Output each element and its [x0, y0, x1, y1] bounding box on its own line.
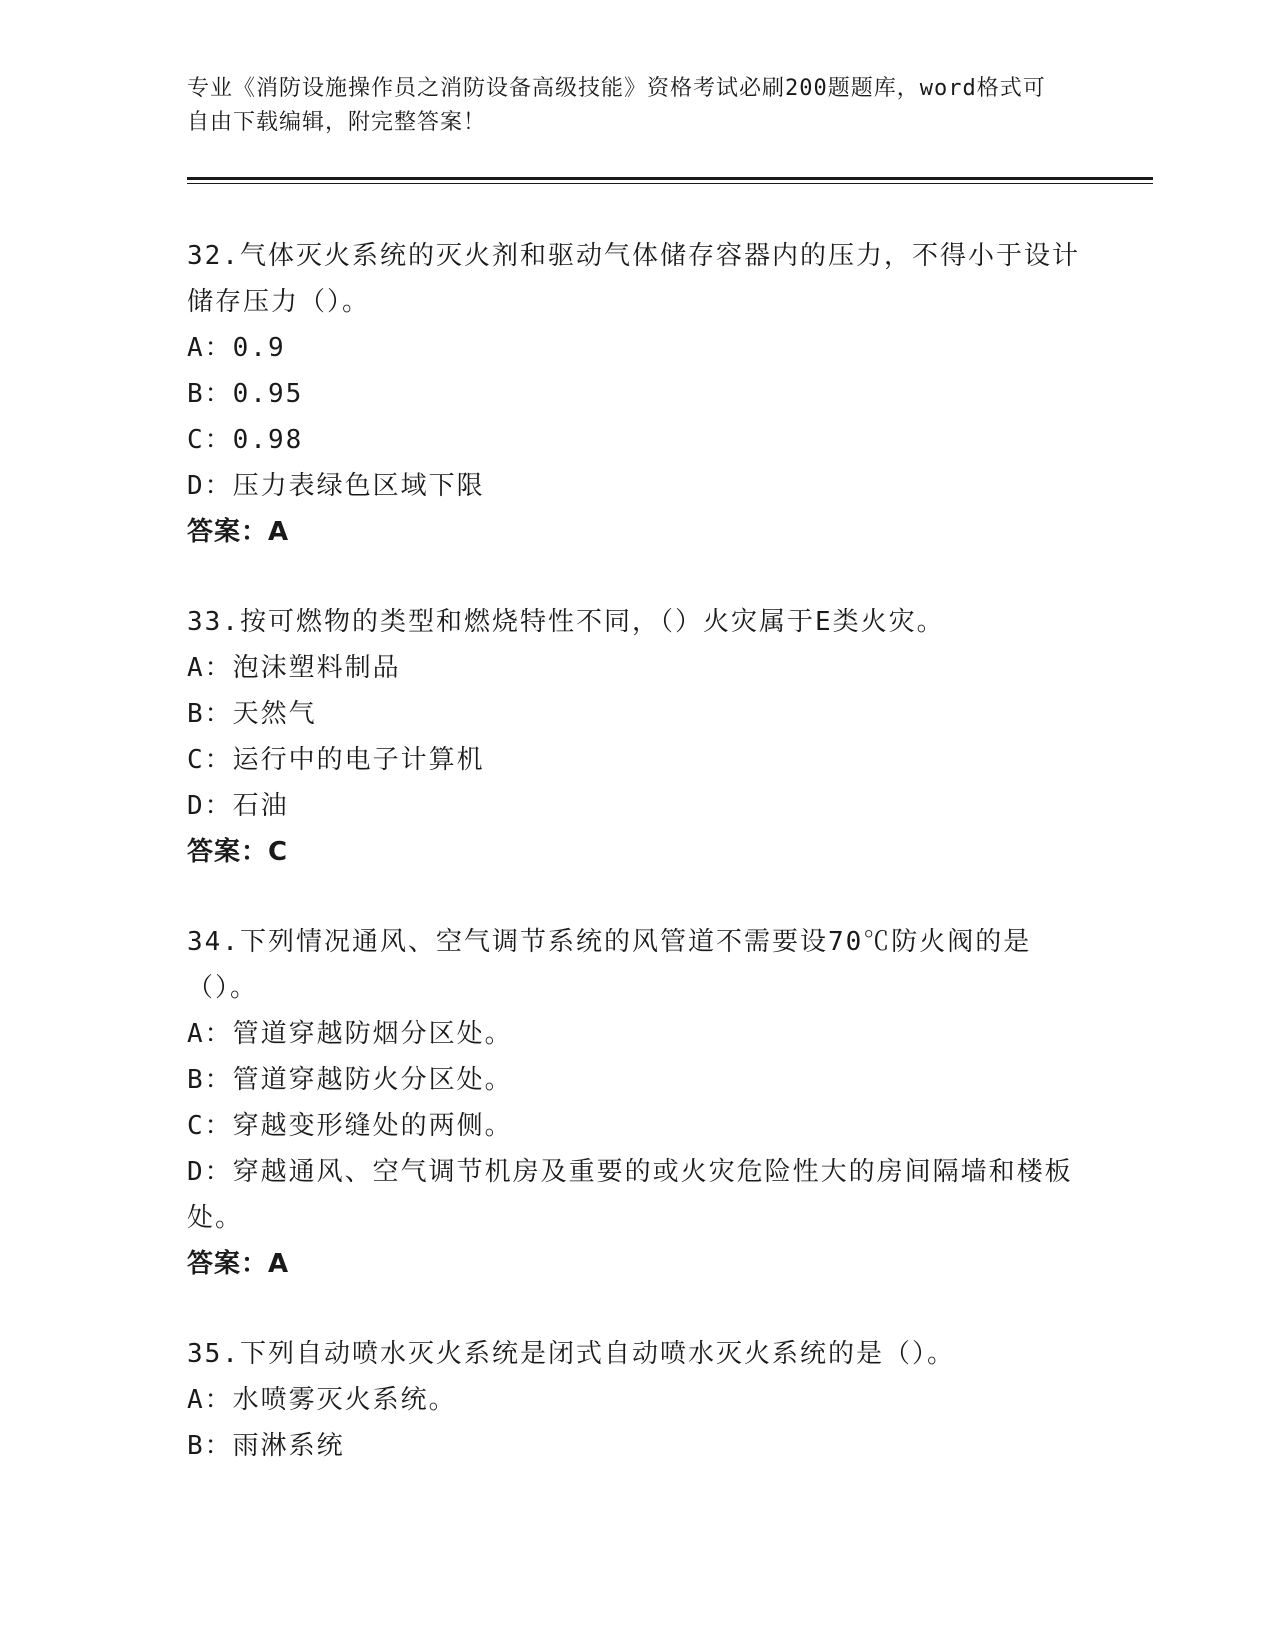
option-b: B：管道穿越防火分区处。	[187, 1065, 513, 1095]
question-35	[187, 1331, 1087, 1469]
option-d: D：压力表绿色区域下限	[187, 471, 485, 501]
question-33	[187, 599, 1087, 875]
question-stem: 35.下列自动喷水灭火系统是闭式自动喷水灭火系统的是（）。	[187, 1339, 955, 1369]
header-divider-thick	[187, 177, 1153, 180]
header-divider-thin	[187, 183, 1153, 184]
option-c: C：穿越变形缝处的两侧。	[187, 1111, 513, 1141]
document-header: 专业《消防设施操作员之消防设备高级技能》资格考试必刷200题题库，word格式可自由下载编辑，附完整答案！	[187, 76, 1046, 135]
option-b: B：雨淋系统	[187, 1431, 345, 1461]
option-c: C：0.98	[187, 425, 304, 455]
question-stem: 34.下列情况通风、空气调节系统的风管道不需要设70℃防火阀的是（）。	[187, 927, 1032, 1003]
option-b: B：0.95	[187, 379, 304, 409]
question-list	[187, 233, 1087, 1513]
option-a: A：管道穿越防烟分区处。	[187, 1019, 513, 1049]
question-32	[187, 233, 1087, 555]
option-d: D：穿越通风、空气调节机房及重要的或火灾危险性大的房间隔墙和楼板处。	[187, 1157, 1073, 1233]
option-a: A：水喷雾灭火系统。	[187, 1385, 457, 1415]
option-d: D：石油	[187, 791, 289, 821]
answer-line: 答案：A	[187, 517, 290, 547]
option-c: C：运行中的电子计算机	[187, 745, 485, 775]
option-a: A：泡沫塑料制品	[187, 653, 401, 683]
option-a: A：0.9	[187, 333, 286, 363]
question-34	[187, 919, 1087, 1287]
answer-line: 答案：A	[187, 1249, 290, 1279]
option-b: B：天然气	[187, 699, 317, 729]
question-stem: 32.气体灭火系统的灭火剂和驱动气体储存容器内的压力，不得小于设计储存压力（）。	[187, 241, 1080, 317]
question-stem: 33.按可燃物的类型和燃烧特性不同，（）火灾属于E类火灾。	[187, 607, 945, 637]
answer-line: 答案：C	[187, 837, 289, 867]
